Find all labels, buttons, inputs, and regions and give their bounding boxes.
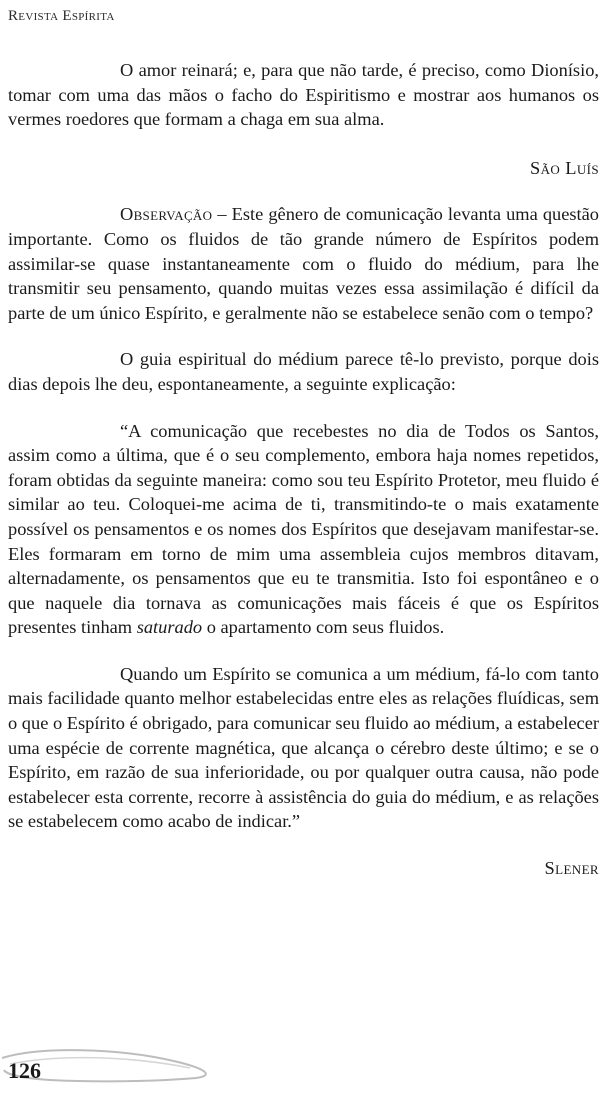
page-number: 126	[8, 1058, 41, 1083]
paragraph-1: O amor reinará; e, para que não tarde, é preciso, como Dionísio, tomar com uma das mãos o facho do Espiritismo e mostrar aos humanos os vermes roedores que formam a chaga em sua alma.	[8, 60, 599, 130]
quote-italic-word: saturado	[136, 617, 203, 638]
quote-text-end: o apartamento com seus fluidos.	[202, 617, 445, 638]
observacao-label: Observação	[120, 204, 213, 225]
paragraph-quoted-explanation	[8, 419, 599, 640]
running-header: Revista Espírita	[8, 8, 115, 24]
signature-sao-luis: São Luís	[530, 157, 599, 178]
signature-slener: Slener	[544, 858, 599, 879]
quote-text-start: “A comunicação que recebestes no dia de Todos os Santos, assim como a última, que é o seu complemento, embora haja nomes repetidos, foram obtidas da seguinte maneira: como sou teu Espírito Protetor, meu fluido é similar ao teu. Coloquei-me acima de ti, transmitindo-te o mais exatamente possível os pensamentos e os nomes dos Espíritos que desejavam manifestar-se. Eles formaram em torno de mim uma assembleia cujos membros ditavam, alternadamente, os pensamentos que eu te transmitia. Isto foi espontâneo e o que naquele dia tornava as comunicações mais fáceis é que os Espíritos presentes tinham	[8, 420, 599, 638]
paragraph-fluid-relations: Quando um Espírito se comunica a um médium, fá-lo com tanto mais facilidade quanto melhor estabelecidas entre eles as relações fluídicas, sem o que o Espírito é obrigado, para comunicar seu fluido ao médium, a estabelecer uma espécie de corrente magnética, que alcança o cérebro deste último; e se o Espírito, em razão de sua inferioridade, ou por qualquer outra causa, não pode estabelecer esta corrente, recorre à assistência do guia do médium, e as relações se estabelecem como acabo de indicar.”	[8, 663, 599, 832]
page-body	[8, 58, 599, 881]
paragraph-observacao	[8, 202, 599, 325]
observacao-text: – Este gênero de comunicação levanta uma questão importante. Como os fluidos de tão grande número de Espíritos podem assimilar-se quase instantaneamente com o fluido do médium, para lhe transmitir seu pensamento, quando muitas vezes essa assimilação é difícil da parte de um único Espírito, e geralmente não se estabelece senão com o tempo?	[8, 204, 599, 323]
paragraph-guide-intro: O guia espiritual do médium parece tê-lo previsto, porque dois dias depois lhe deu, espontaneamente, a seguinte explicação:	[8, 349, 599, 394]
